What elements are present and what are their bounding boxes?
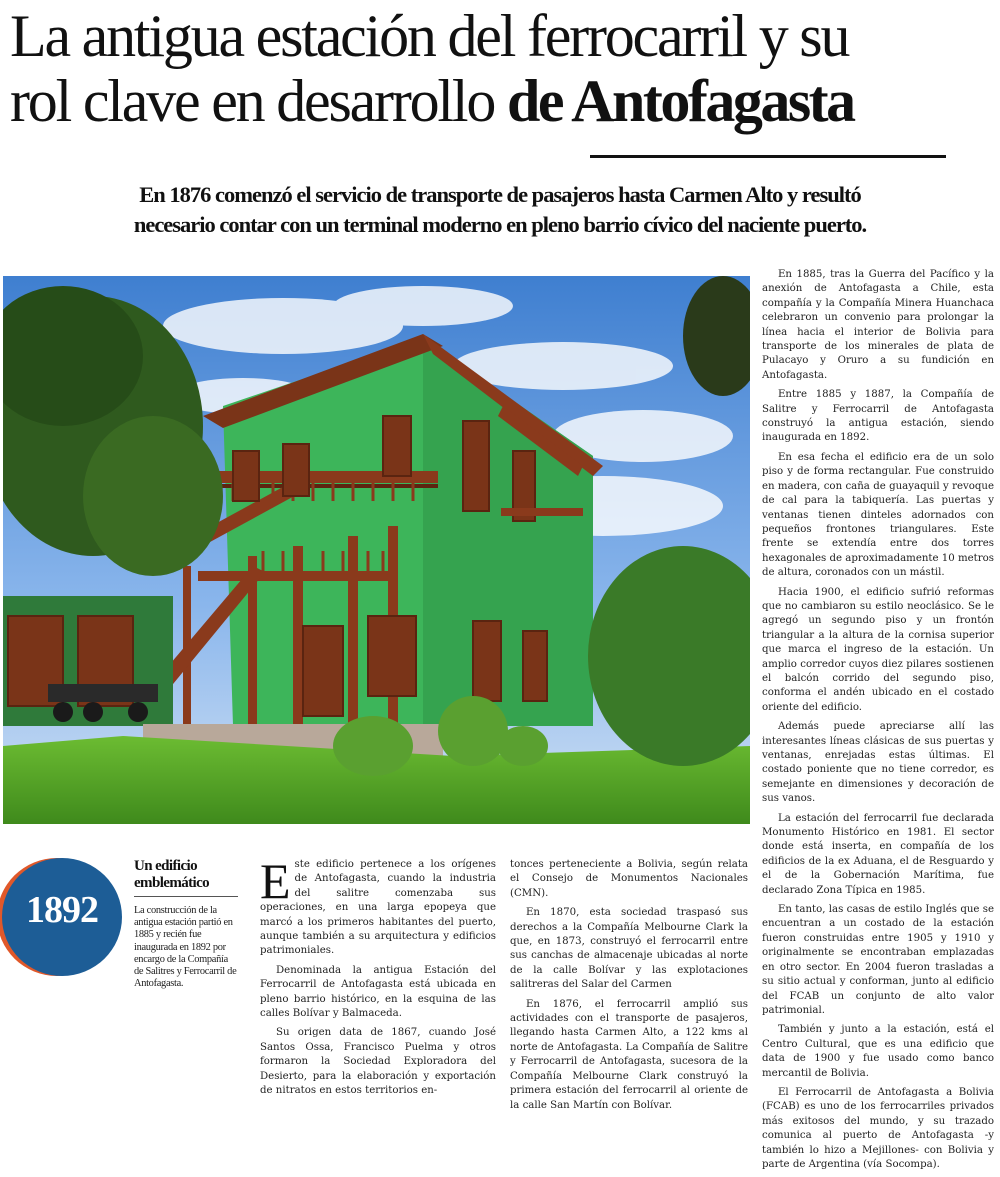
sidebar-divider xyxy=(134,896,238,897)
deck xyxy=(40,180,960,240)
right-paragraph: Además puede apreciarse allí las interesantes líneas clásicas de sus puertas y ventanas, enrejadas estas últimas. El costado poniente que no tiene corredor, es semejante en dimensiones y decoración de sus vanos. xyxy=(762,721,994,805)
right-paragraph: Entre 1885 y 1887, la Compañía de Salitre y Ferrocarril de Antofagasta construyó la antigua estación, siendo inaugurada en 1892. xyxy=(762,389,994,444)
body-column-1 xyxy=(260,853,496,1104)
headline-line-1: La antigua estación del ferrocarril y su xyxy=(10,3,849,69)
right-paragraph: El Ferrocarril de Antofagasta a Bolivia (FCAB) es uno de los ferrocarriles privados más exitosos del mundo, y su trazado comunica al puerto de Antofagasta -y también lo hizo a Mejillones- con Bolivia y parte de Argentina (vía Socompa). xyxy=(762,1086,994,1170)
body-paragraph xyxy=(260,853,496,959)
station-illustration xyxy=(3,276,750,824)
body-paragraph: En 1876, el ferrocarril amplió sus actividades con el transporte de pasajeros, llegando hasta Carmen Alto, a 122 kms al norte de Antofagasta. La Compañía de Salitre y Ferrocarril de Antofagasta, sucesora de la Compañía Melbourne Clark construyó la primera estación del ferrocarril al oriente de la calle San Martín con Bolívar. xyxy=(510,998,748,1111)
deck-line-1: En 1876 comenzó el servicio de transporte de pasajeros hasta Carmen Alto y resultó xyxy=(139,182,861,207)
body-paragraph: tonces perteneciente a Bolivia, según relata el Consejo de Monumentos Nacionales (CMN). xyxy=(510,859,748,899)
body-paragraph-text: ste edificio pertenece a los orígenes de Antofagasta, cuando la industria del salitre comenzaba sus operaciones, en una larga epopeya que marcó a los primeros habitantes del puerto, aunque también a su arquitectura y edificios patrimoniales. xyxy=(260,859,496,957)
deck-line-2: necesario contar con un terminal moderno en pleno barrio cívico del naciente puerto. xyxy=(133,212,867,237)
headline-underline xyxy=(590,155,946,158)
station-photo xyxy=(3,276,750,824)
right-paragraph: Hacia 1900, el edificio sufrió reformas que no cambiaron su estilo neoclásico. Se le agregó un segundo piso y un frontón triangular a la altura de la cornisa superior que marca el ingreso de la estación. Un amplio corredor cuyos diez pilares sostienen el balcón corrido del segundo piso, conforma el andén ubicado en el costado oriente del edificio. xyxy=(762,586,994,713)
right-paragraph: También y junto a la estación, está el Centro Cultural, que es una edificio que data de 1900 y fue usado como banco mercantil de Bolivia. xyxy=(762,1024,994,1079)
right-paragraph: En 1885, tras la Guerra del Pacífico y la anexión de Antofagasta a Chile, esta compañía y la Compañía Minera Huanchaca celebraron un convenio para prolongar la línea hacia el interior de Bolivia para transporte de los minerales de plata de Pulacayo y Oruro a su fundición en Antofagasta. xyxy=(762,269,994,381)
headline-bold: de Antofagasta xyxy=(506,68,854,134)
body-column-2 xyxy=(510,858,748,1118)
right-paragraph: En esa fecha el edificio era de un solo piso y de forma rectangular. Fue construido en madera, con caña de guayaquil y revoque de cal para la tabiquería. Las puertas y ventanas tienen dinteles adornados con pequeños frontones triangulares. Este frente se extendía entre dos torres hexagonales de aproximadamente 10 metros de altura, coronados con un mástil. xyxy=(762,451,994,579)
sidebar-text: La construcción de la antigua estación partió en 1885 y recién fue inaugurada en 1892 por encargo de la Compañía de Salitres y Ferrocarril de Antofagasta. xyxy=(134,905,237,990)
body-paragraph: Denominada la antigua Estación del Ferrocarril de Antofagasta está ubicada en pleno barrio histórico, en la esquina de las calles Bolívar y Balmaceda. xyxy=(260,964,496,1020)
drop-cap: E xyxy=(260,853,291,909)
headline xyxy=(10,4,985,134)
year-badge-text: 1892 xyxy=(26,889,98,931)
right-paragraph: La estación del ferrocarril fue declarada Monumento Histórico en 1981. El sector donde está inserta, en compañía de los edificios de la ex Aduana, el de Resguardo y el de la Gobernación Marítima, fue declarado Zona Típica en 1985. xyxy=(762,812,994,896)
right-column xyxy=(762,268,994,1177)
sidebar-title: Un edificio emblemático xyxy=(134,858,210,891)
body-paragraph: En 1870, esta sociedad traspasó sus derechos a la Compañía Melbourne Clark la que, en 1873, construyó el ferrocarril entre sus canchas de almacenaje ubicadas al norte de la calle Bolívar y las explotaciones salitreras del Salar del Carmen xyxy=(510,907,748,991)
headline-line-2: rol clave en desarrollo xyxy=(10,68,507,134)
body-paragraph: Su origen data de 1867, cuando José Santos Ossa, Francisco Puelma y otros formaron la Sociedad Exploradora del Desierto, para la elaboración y exportación de nitratos en estos territorios en- xyxy=(260,1027,496,1097)
right-paragraph: En tanto, las casas de estilo Inglés que se encuentran a un costado de la estación fueron construidas entre 1905 y 1910 y originalmente se encontraban emplazadas en otro sector. En 2004 fueron trasladas a su sitio actual y conforman, junto al edificio del FCAB un conjunto de alto valor patrimonial. xyxy=(762,904,994,1016)
